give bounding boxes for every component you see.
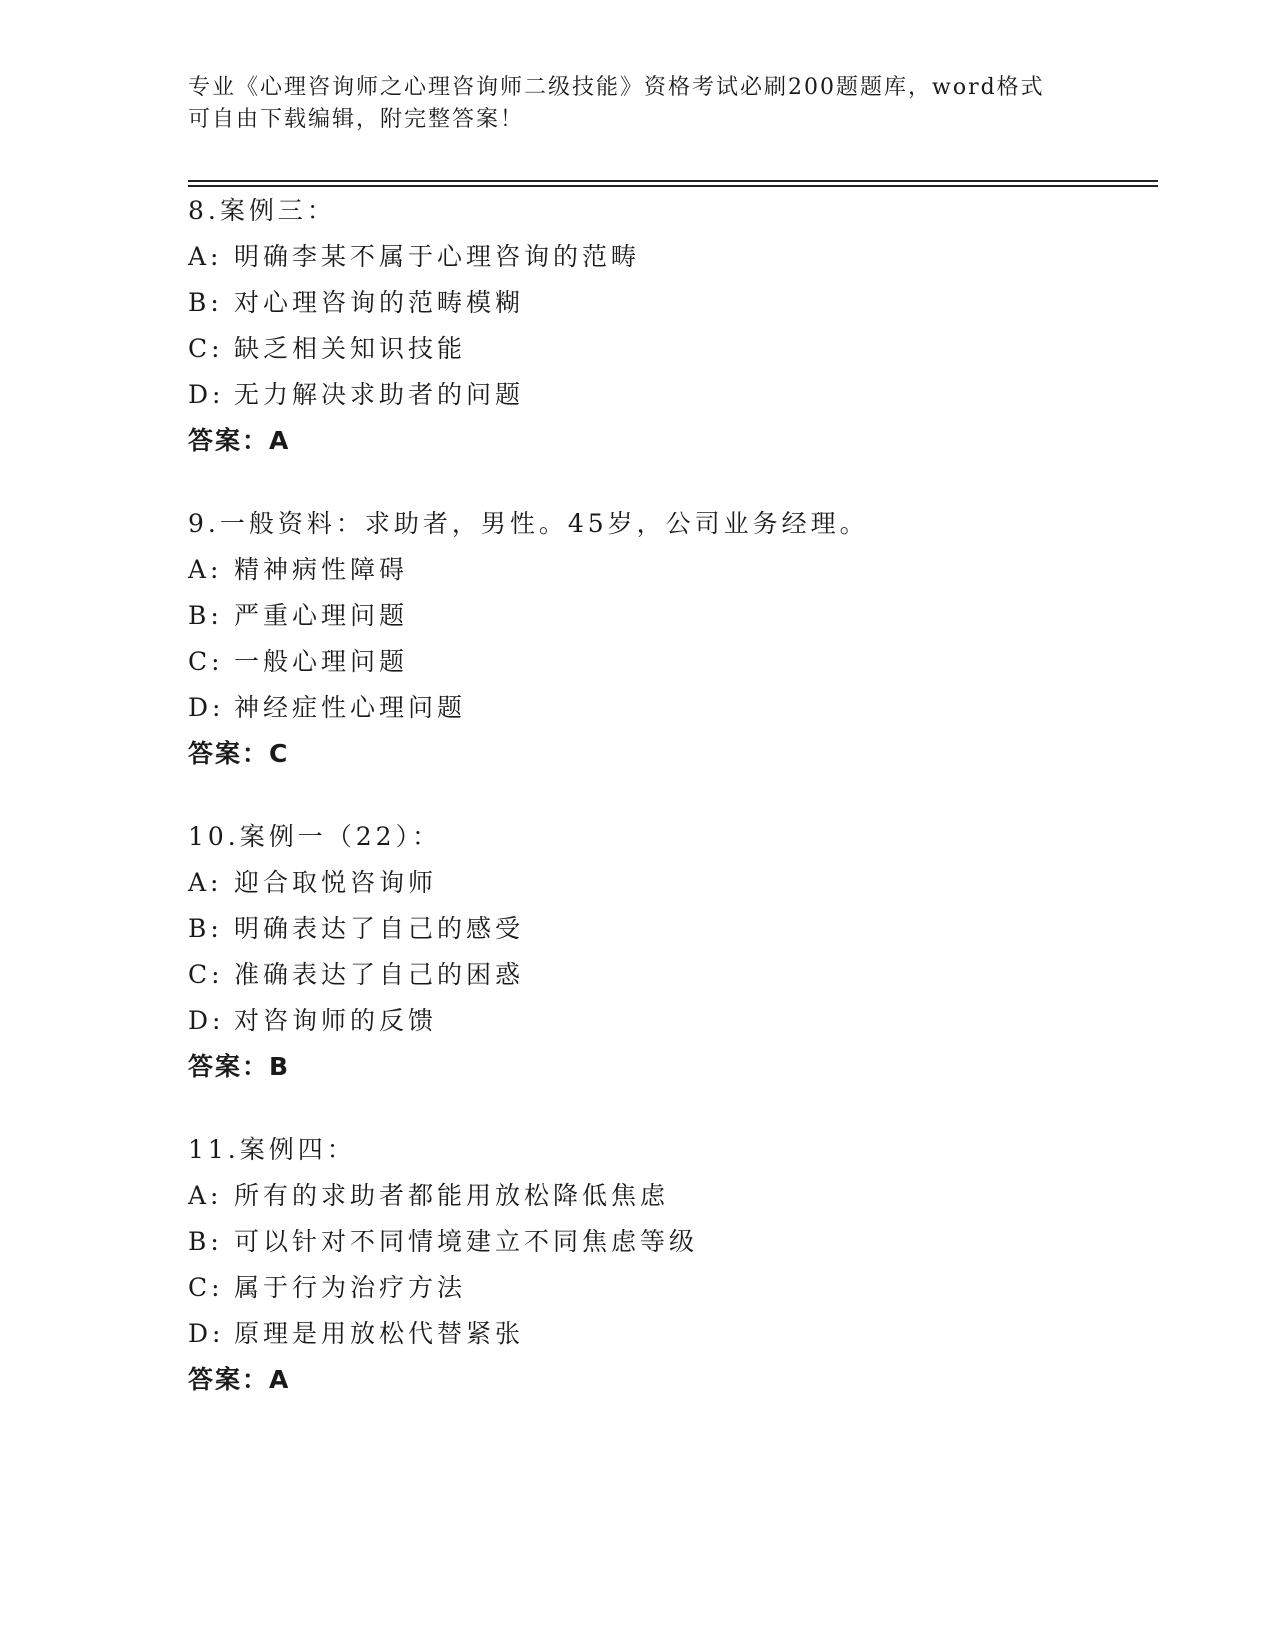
- option-c: [188, 952, 1148, 998]
- option-b: [188, 906, 1148, 952]
- option-label: A:: [188, 242, 223, 271]
- option-label: D:: [188, 693, 225, 722]
- option-a: [188, 860, 1148, 906]
- option-d: [188, 685, 1148, 731]
- option-text: 对咨询师的反馈: [234, 1006, 438, 1035]
- document-header: [188, 72, 1088, 136]
- answer-line: 答案：B: [188, 1052, 291, 1081]
- option-text: 明确表达了自己的感受: [234, 914, 525, 943]
- option-text: 缺乏相关知识技能: [234, 334, 467, 363]
- answer-line: 答案：C: [188, 739, 290, 768]
- option-text: 准确表达了自己的困惑: [234, 960, 525, 989]
- question-stem: 11.案例四：: [188, 1135, 356, 1164]
- header-line-1: 专业《心理咨询师之心理咨询师二级技能》资格考试必刷200题题库，word格式: [188, 75, 1045, 100]
- option-text: 精神病性障碍: [234, 555, 409, 584]
- option-label: B:: [188, 601, 223, 630]
- option-text: 原理是用放松代替紧张: [234, 1319, 525, 1348]
- question-stem: 9.一般资料：求助者，男性。45岁，公司业务经理。: [188, 509, 869, 538]
- header-line-2: 可自由下载编辑，附完整答案！: [188, 107, 525, 132]
- option-text: 所有的求助者都能用放松降低焦虑: [234, 1181, 670, 1210]
- option-a: [188, 547, 1148, 593]
- option-label: D:: [188, 1319, 225, 1348]
- option-b: [188, 593, 1148, 639]
- option-text: 一般心理问题: [234, 647, 409, 676]
- option-text: 严重心理问题: [234, 601, 409, 630]
- option-label: D:: [188, 1006, 225, 1035]
- question-10: [188, 814, 1148, 1090]
- header-divider-top: [188, 180, 1158, 182]
- header-divider-bottom: [188, 185, 1158, 187]
- option-a: [188, 1173, 1148, 1219]
- option-label: A:: [188, 555, 223, 584]
- option-label: C:: [188, 334, 224, 363]
- option-text: 属于行为治疗方法: [234, 1273, 467, 1302]
- option-b: [188, 1219, 1148, 1265]
- question-stem: 8.案例三：: [188, 196, 336, 225]
- option-label: C:: [188, 960, 224, 989]
- option-label: A:: [188, 1181, 223, 1210]
- option-c: [188, 639, 1148, 685]
- question-11: [188, 1127, 1148, 1403]
- question-list: [188, 188, 1148, 1440]
- option-b: [188, 280, 1148, 326]
- question-9: [188, 501, 1148, 777]
- option-text: 对心理咨询的范畴模糊: [234, 288, 525, 317]
- option-d: [188, 1311, 1148, 1357]
- option-label: B:: [188, 914, 223, 943]
- option-a: [188, 234, 1148, 280]
- answer-line: 答案：A: [188, 1365, 291, 1394]
- option-d: [188, 998, 1148, 1044]
- option-label: B:: [188, 1227, 223, 1256]
- option-label: B:: [188, 288, 223, 317]
- question-stem: 10.案例一（22）：: [188, 822, 442, 851]
- option-label: C:: [188, 1273, 224, 1302]
- option-d: [188, 372, 1148, 418]
- option-text: 神经症性心理问题: [234, 693, 467, 722]
- option-text: 迎合取悦咨询师: [234, 868, 438, 897]
- option-text: 明确李某不属于心理咨询的范畴: [234, 242, 641, 271]
- option-c: [188, 1265, 1148, 1311]
- answer-line: 答案：A: [188, 426, 291, 455]
- question-8: [188, 188, 1148, 464]
- option-label: A:: [188, 868, 223, 897]
- option-label: D:: [188, 380, 225, 409]
- option-text: 可以针对不同情境建立不同焦虑等级: [234, 1227, 699, 1256]
- option-c: [188, 326, 1148, 372]
- option-label: C:: [188, 647, 224, 676]
- option-text: 无力解决求助者的问题: [234, 380, 525, 409]
